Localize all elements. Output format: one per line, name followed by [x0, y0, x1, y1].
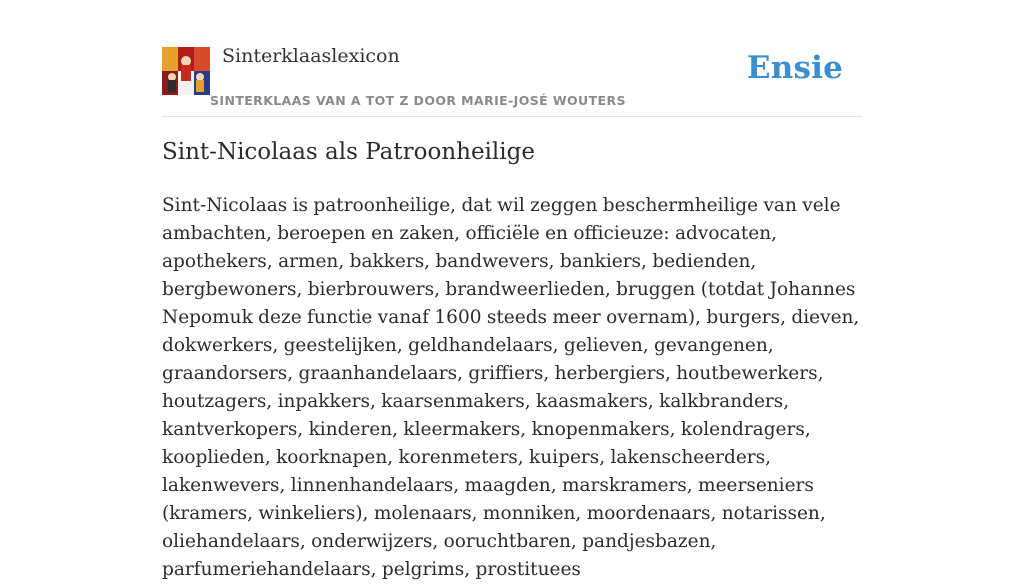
site-name[interactable]: Sinterklaaslexicon: [222, 45, 400, 67]
site-header: [162, 0, 862, 117]
page-container: [162, 0, 862, 580]
article-body: Sint-Nicolaas is patroonheilige, dat wil zeggen beschermheilige van vele ambachten, beroepen en zaken, officiële en officieuze: advocaten, apothekers, armen, bakkers, bandwevers, bankiers, bedienden, bergbewoners, bierbrouwers, brandweerlieden, bruggen (totdat Johannes Nepomuk deze functie vanaf 1600 steeds meer overnam), burgers, dieven, dokwerkers, geestelijken, geldhandelaars, gelieven, gevangenen, graandorsers, graanhandelaars, griffiers, herbergiers, houtbewerkers, houtzagers, inpakkers, kaarsenmakers, kaasmakers, kalkbranders, kantverkopers, kinderen, kleermakers, knopenmakers, kolendragers, kooplieden, koorknapen, korenmeters, kuipers, lakenscheerders, lakenwevers, linnenhandelaars, maagden, marskramers, meerseniers (kramers, winkeliers), molenaars, monniken, moordenaars, notarissen, oliehandelaars, onderwijzers, ooruchtbaren, pandjesbazen, parfumeriehandelaars, pelgrims, prostituees: [162, 195, 860, 580]
avatar[interactable]: [162, 47, 210, 95]
avatar-image-icon: [162, 47, 210, 95]
ensie-logo[interactable]: Ensie: [746, 50, 843, 86]
page-title: Sint-Nicolaas als Patroonheilige: [162, 139, 535, 165]
site-tagline: SINTERKLAAS VAN A TOT Z DOOR MARIE-JOSÉ WOUTERS: [210, 93, 626, 108]
